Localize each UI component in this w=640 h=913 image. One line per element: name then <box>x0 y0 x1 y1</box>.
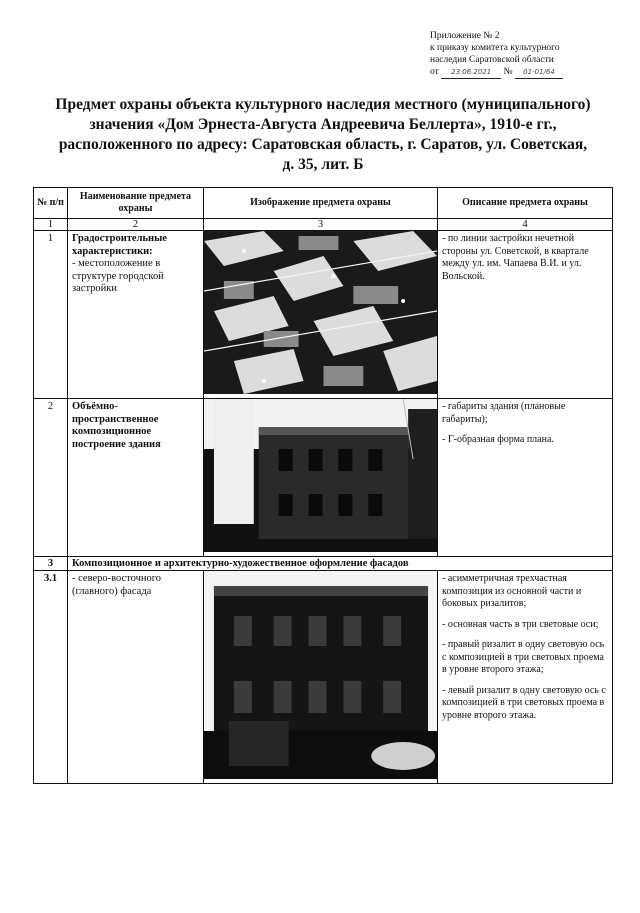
appendix-block <box>430 30 630 79</box>
row-description <box>438 231 613 399</box>
col-number: 2 <box>68 219 204 231</box>
table-row <box>34 571 613 784</box>
appendix-date-line <box>430 66 630 79</box>
facade-photo-image <box>204 571 437 779</box>
table-row <box>34 231 613 399</box>
building-photo-cell <box>204 399 438 557</box>
header-description: Описание предмета охраны <box>438 188 613 219</box>
description-item: - габариты здания (плановые габариты); <box>442 401 566 425</box>
header-name: Наименование предмета охраны <box>68 188 204 219</box>
row-name: Объёмно-пространственное композиционное построение здания <box>68 399 204 557</box>
document-title: Предмет охраны объекта культурного наследия местного (муниципального) значения «Дом Эрнеста-Августа Андреевича Беллерта», 1910-е гг., расположенного по адресу: Саратовская область, г. Саратов, ул. Советская, д. 35, лит. Б <box>55 96 591 173</box>
appendix-line3: наследия Саратовской области <box>430 55 554 65</box>
row-name <box>68 231 204 399</box>
table-header-row <box>34 188 613 219</box>
description-item: - левый ризалит в одну световую ось с композицией в три световых проема в уровне второго этажа. <box>442 684 606 721</box>
row-description <box>438 399 613 557</box>
description-item: - основная часть в три световые оси; <box>442 618 599 630</box>
row-name: - северо-восточного (главного) фасада <box>68 571 204 784</box>
facade-photo-cell <box>204 571 438 784</box>
description-item: - правый ризалит в одну световую ось с композицией в три световых проема в уровне второго этажа; <box>442 639 605 675</box>
header-image: Изображение предмета охраны <box>204 188 438 219</box>
description-item: - асимметричная трехчастная композиция из основной части и боковых ризалитов; <box>442 573 582 609</box>
col-number: 4 <box>438 219 613 231</box>
header-num: № п/п <box>34 188 68 219</box>
aerial-photo-image <box>204 231 437 394</box>
description-item: - по линии застройки нечетной стороны ул. Советской, в квартале между ул. им. Чапаева В.И. и ул. Вольской. <box>442 233 589 282</box>
row-number: 2 <box>34 399 68 557</box>
section-number: 3 <box>34 557 68 571</box>
col-number: 1 <box>34 219 68 231</box>
table-row <box>34 399 613 557</box>
row-number: 3.1 <box>34 571 68 784</box>
handwritten-date: 23.06.2021 <box>441 66 501 79</box>
handwritten-number: 01-01/64 <box>515 66 563 79</box>
building-photo-image <box>204 399 437 552</box>
column-number-row <box>34 219 613 231</box>
date-prefix: от <box>430 67 439 77</box>
row-name-bold: Градостроительные характеристики: <box>72 233 167 257</box>
number-prefix: № <box>503 67 513 77</box>
col-number: 3 <box>204 219 438 231</box>
description-item: - Г-образная форма плана. <box>442 434 554 445</box>
appendix-line1: Приложение № 2 <box>430 31 500 41</box>
section-title: Композиционное и архитектурно-художественное оформление фасадов <box>68 557 613 571</box>
row-description <box>438 571 613 784</box>
row-number: 1 <box>34 231 68 399</box>
protection-table <box>33 187 613 784</box>
row-name-rest: - местоположение в структуре городской застройки <box>72 258 164 294</box>
aerial-photo-cell <box>204 231 438 399</box>
appendix-line2: к приказу комитета культурного <box>430 43 560 53</box>
section-row <box>34 557 613 571</box>
